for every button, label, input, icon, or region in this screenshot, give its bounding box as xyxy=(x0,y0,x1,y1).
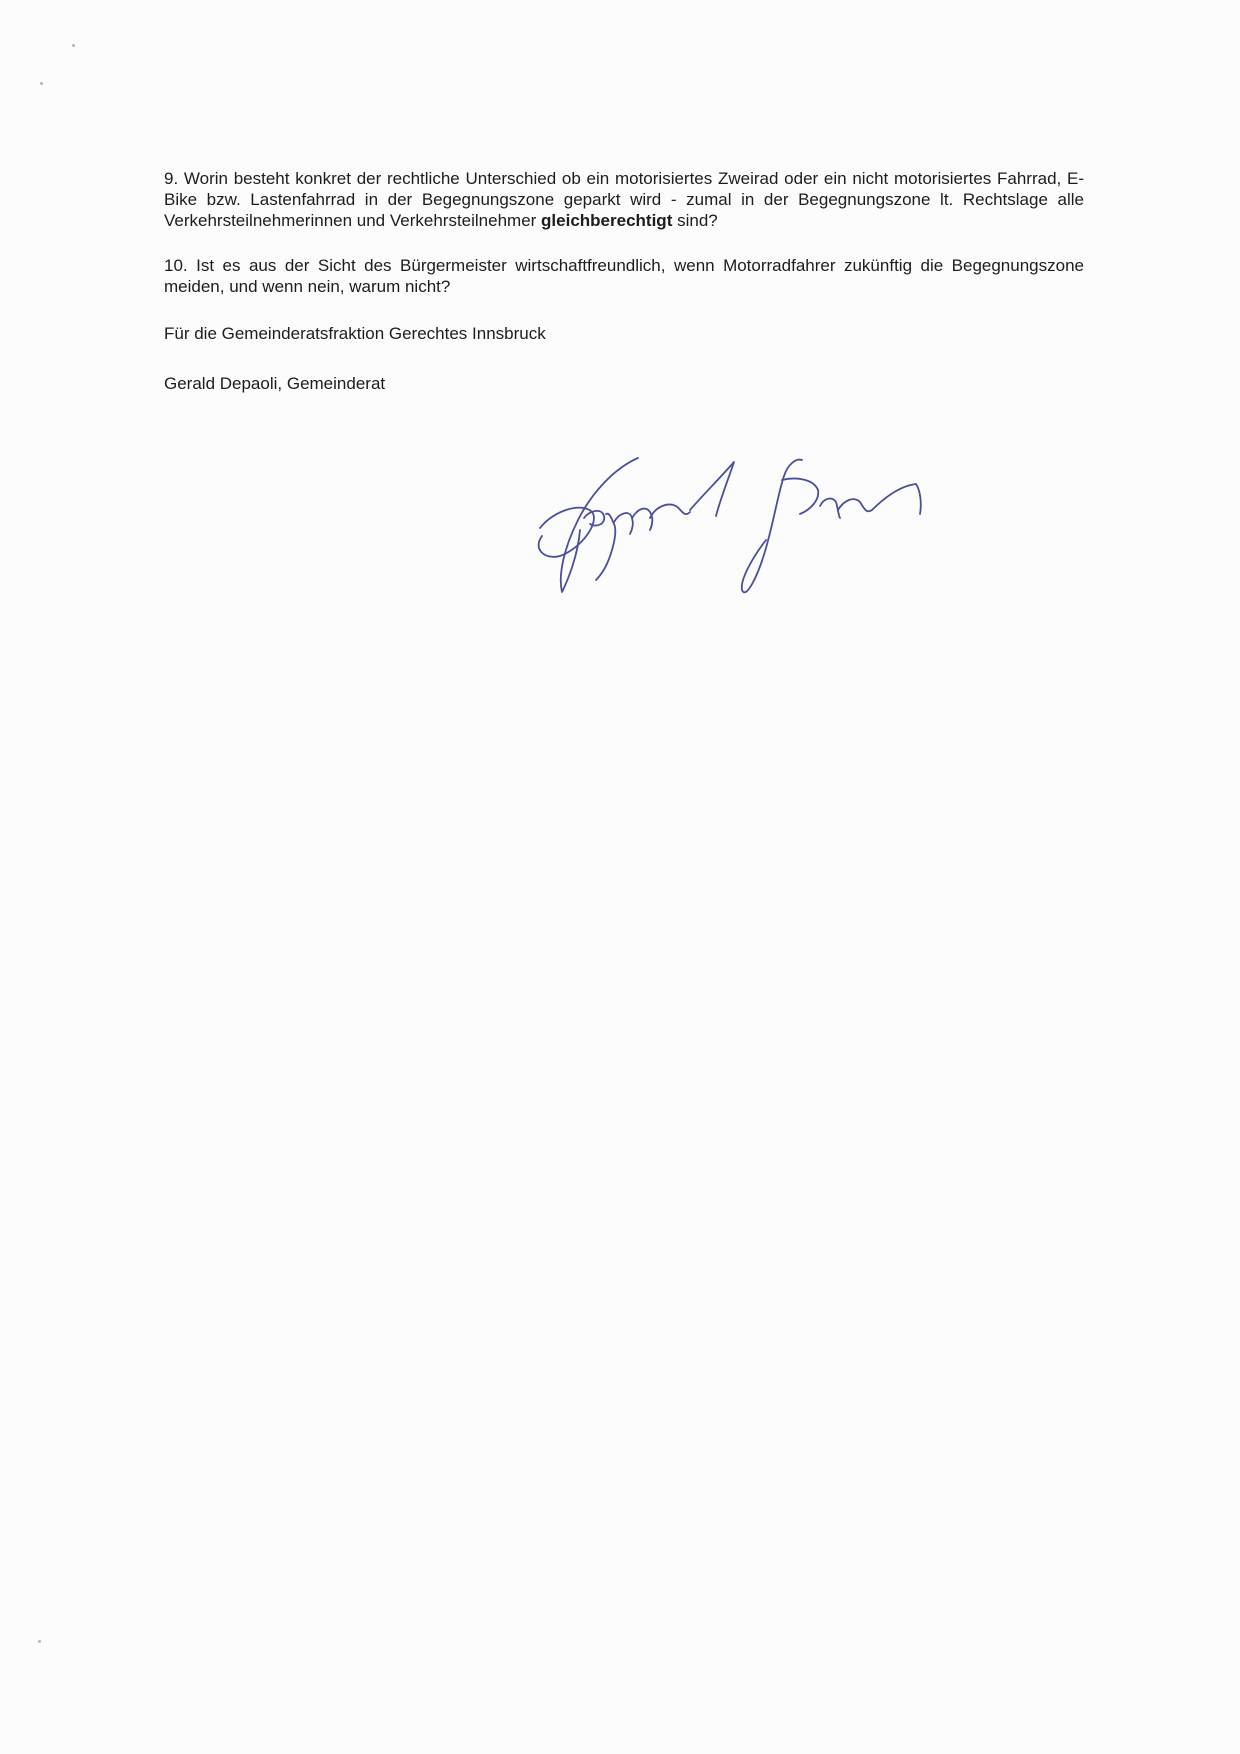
closing-line: Für die Gemeinderatsfraktion Gerechtes Innsbruck xyxy=(164,324,546,343)
signatory-name: Gerald Depaoli, Gemeinderat xyxy=(164,374,386,393)
scan-speck xyxy=(72,44,75,47)
question-9-emphasis: gleichberechtigt xyxy=(541,211,673,230)
question-9-text: 9. Worin besteht konkret der rechtliche Unterschied ob ein motorisiertes Zweirad oder ein nicht motorisiertes Fahrrad, E-Bike bzw. Lastenfahrrad in der Begegnungszone geparkt wird - zumal in der Begegnungszone lt. Rechtslage alle Verkehrsteilnehmerinnen und Verkehrsteilnehmer xyxy=(164,169,1084,230)
scan-speck xyxy=(40,82,43,85)
handwritten-signature xyxy=(520,440,1000,620)
question-9 xyxy=(164,168,1084,231)
question-10: 10. Ist es aus der Sicht des Bürgermeister wirtschaftfreundlich, wenn Motorradfahrer zukünftig die Begegnungszone meiden, und wenn nein, warum nicht? xyxy=(164,256,1084,296)
document-body xyxy=(164,168,1084,394)
question-9-end: sind? xyxy=(672,211,718,230)
scan-speck xyxy=(38,1640,41,1643)
